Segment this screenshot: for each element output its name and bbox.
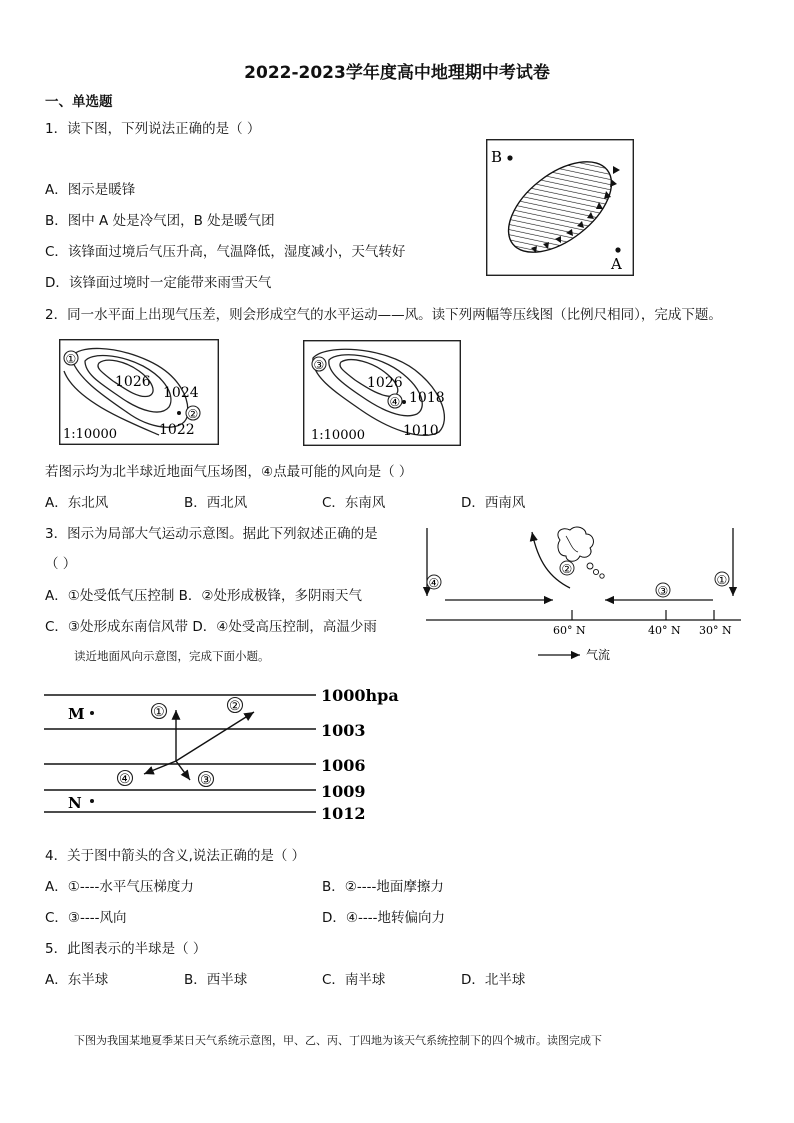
point-m-label: M [68,705,85,723]
q2-option-c[interactable]: C．东南风 [322,495,386,511]
q1-option-b[interactable]: B．图中 A 处是冷气团，B 处是暖气团 [45,213,275,229]
q3-lat-40: 40° N [648,624,681,637]
map2-isobar-1010: 1010 [403,423,439,439]
q3-circulation-figure [420,522,745,664]
q4-option-c[interactable]: C．③----风向 [45,910,127,926]
q3-lat-30: 30° N [699,624,732,637]
q2-option-d[interactable]: D．西南风 [461,495,526,511]
q5-stem: 5．此图表示的半球是（ ） [45,941,207,957]
map1-isobar-1024: 1024 [163,385,199,401]
q1-option-d[interactable]: D．该锋面过境时一定能带来雨雪天气 [45,275,272,291]
q4-option-a[interactable]: A．①----水平气压梯度力 [45,879,194,895]
map1-isobar-1022: 1022 [159,422,195,438]
isobar-1009: 1009 [321,782,366,801]
q5-option-c[interactable]: C．南半球 [322,972,386,988]
point-b-dot [507,155,512,160]
q4-option-b[interactable]: B．②----地面摩擦力 [322,879,444,895]
isobar-1006: 1006 [321,756,366,775]
q3-marker-2: ② [561,562,573,576]
wind-intro: 读近地面风向示意图，完成下面小题。 [74,649,270,663]
wind-diagram [44,684,404,824]
q3-legend-label: 气流 [586,648,611,662]
isobar-1003: 1003 [321,721,366,740]
map2-marker-4: ④ [389,395,401,409]
q3-options-cd[interactable]: C．③处形成东南信风带 D．④处受高压控制，高温少雨 [45,619,377,635]
map1-isobar-1026: 1026 [115,374,151,390]
page-title: 2022-2023学年度高中地理期中考试卷 [244,63,550,83]
map1-marker-1: ① [65,352,77,366]
q3-options-ab[interactable]: A．①处受低气压控制 B．②处形成极锋，多阴雨天气 [45,588,362,604]
q3-marker-1: ① [716,573,728,587]
q1-option-c[interactable]: C．该锋面过境后气压升高，气温降低，湿度减小，天气转好 [45,244,406,260]
arrow-marker-4: ④ [119,772,131,787]
q1-label-b: B [491,148,503,166]
q4-stem: 4．关于图中箭头的含义,说法正确的是（ ） [45,848,306,864]
q5-option-b[interactable]: B．西半球 [184,972,248,988]
q1-option-a[interactable]: A．图示是暖锋 [45,182,136,198]
q3-stem-line1: 3．图示为局部大气运动示意图。据此下列叙述正确的是 [45,526,378,542]
map2-marker-3: ③ [313,358,325,372]
footer-intro: 下图为我国某地夏季某日天气系统示意图，甲、乙、丙、丁四地为该天气系统控制下的四个城市。读图完成下 [74,1034,602,1047]
map1-marker-2: ② [187,407,199,421]
arrow-marker-1: ① [153,705,165,720]
q2-option-b[interactable]: B．西北风 [184,495,248,511]
q1-label-a: A [611,255,622,273]
q3-stem-line2: （ ） [45,556,77,572]
isobar-1000: 1000hpa [321,686,399,705]
q4-option-d[interactable]: D．④----地转偏向力 [322,910,445,926]
q2-stem: 2．同一水平面上出现气压差，则会形成空气的水平运动——风。读下列两幅等压线图（比例尺相同），完成下题。 [45,307,722,323]
q2-option-a[interactable]: A．东北风 [45,495,109,511]
section-heading: 一、单选题 [45,94,113,110]
q1-stem: 1．读下图，下列说法正确的是（ ） [45,121,261,137]
map2-isobar-1018: 1018 [409,390,445,406]
q3-marker-4: ④ [428,576,440,590]
map2-scale: 1:10000 [311,428,366,443]
q3-marker-3: ③ [657,584,669,598]
arrow-marker-3: ③ [200,773,212,788]
isobar-1012: 1012 [321,804,366,823]
point-a-dot [615,247,620,252]
q3-lat-60: 60° N [553,624,586,637]
map1-scale: 1:10000 [63,427,118,442]
q5-option-a[interactable]: A．东半球 [45,972,109,988]
arrow-marker-2: ② [229,699,241,714]
map2-isobar-1026: 1026 [367,375,403,391]
q2-isobar-map-1 [59,339,219,445]
q2-question: 若图示均为北半球近地面气压场图，④点最可能的风向是（ ） [45,464,413,480]
q5-option-d[interactable]: D．北半球 [461,972,526,988]
point-n-label: N [68,794,82,812]
q2-isobar-map-2 [303,340,461,446]
q1-front-figure [486,139,634,276]
